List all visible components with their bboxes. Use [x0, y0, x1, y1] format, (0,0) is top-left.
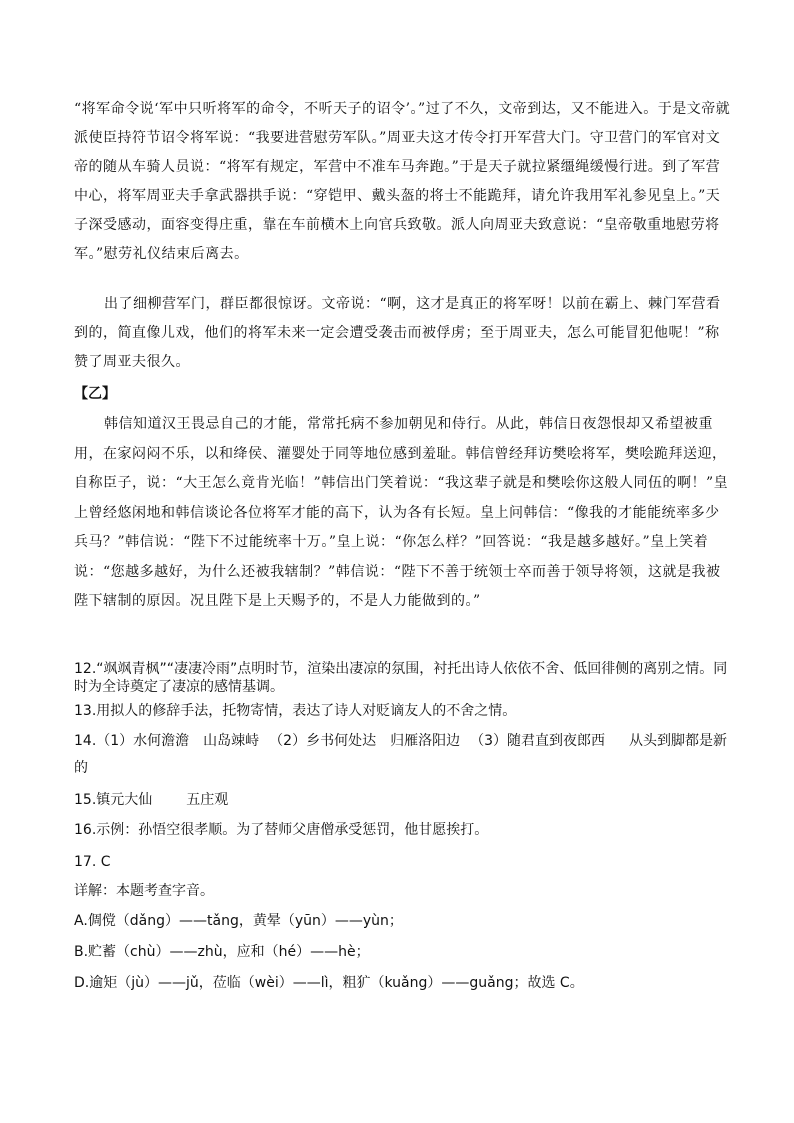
answer-17-detail: 详解：本题考查字音。 [74, 883, 214, 899]
passage-jia-paragraph-2: 出了细柳营军门，群臣都很惊讶。文帝说：“啊，这才是真正的将军呀！以前在霸上、棘门军营看到的，简直像儿戏，他们的将军未来一定会遭受袭击而被俘虏；至于周亚夫，怎么可能冒犯他呢！”称赞了周亚夫很久。 [74, 296, 721, 370]
answer-15-part-b: 五庄观 [186, 792, 229, 808]
answer-14-part-a: 14.（1）水何澹澹 [74, 733, 190, 749]
answer-14 [74, 728, 734, 782]
answer-14-part-f: 从头到脚都是新的 [74, 733, 728, 776]
answer-17: 17. C [74, 854, 111, 870]
answer-14-part-e: （3）随君直到夜郎西 [470, 733, 606, 749]
answer-12: 12.“飒飒青枫”“凄凄冷雨”点明时节，渲染出凄凉的氛围，衬托出诗人依依不舍、低回徘侧的离别之情。同时为全诗奠定了凄凉的感情基调。 [74, 661, 728, 695]
answer-17-option-b: B.贮蓄（chù）——zhù，应和（hé）——hè； [74, 944, 370, 960]
answer-16: 16.示例：孙悟空很孝顺。为了替师父唐僧承受惩罚，他甘愿挨打。 [74, 822, 489, 838]
passage-yi-paragraph: 韩信知道汉王畏忌自己的才能，常常托病不参加朝见和侍行。从此，韩信日夜怨恨却又希望被重用，在家闷闷不乐，以和绛侯、灌婴处于同等地位感到羞耻。韩信曾经拜访樊哙将军，樊哙跪拜送迎，自称臣子，说：“大王怎么竟肯光临！”韩信出门笑着说：“我这辈子就是和樊哙你这般人同伍的啊！”皇上曾经悠闲地和韩信谈论各位将军才能的高下，认为各有长短。皇上问韩信：“像我的才能能统率多少兵马？”韩信说：“陛下不过能统率十万。”皇上说：“你怎么样？”回答说：“我是越多越好。”皇上笑着说：“您越多越好，为什么还被我辖制？”韩信说：“陛下不善于统领士卒而善于领导将领，这就是我被陛下辖制的原因。况且陛下是上天赐予的，不是人力能做到的。” [74, 416, 729, 609]
answer-13: 13.用拟人的修辞手法，托物寄情，表达了诗人对贬谪友人的不舍之情。 [74, 703, 517, 719]
answer-14-part-b: 山岛竦峙 [203, 733, 260, 749]
answer-14-part-c: （2）乡书何处达 [269, 733, 377, 749]
answer-15 [74, 790, 734, 810]
answer-17-option-a: A.倜傥（dǎng）——tǎng，黄晕（yūn）——yùn； [74, 913, 403, 929]
answer-14-part-d: 归雁洛阳边 [390, 733, 461, 749]
answer-17-option-d: D.逾矩（jù）——jǔ，莅临（wèi）——lì，粗犷（kuǎng）——guǎng；故选 C。 [74, 975, 584, 991]
section-yi-label: 【乙】 [74, 386, 116, 402]
answer-15-part-a: 15.镇元大仙 [74, 792, 153, 808]
passage-jia-paragraph-1: “将军命令说‘军中只听将军的命令，不听天子的诏令’。”过了不久，文帝到达，又不能进入。于是文帝就派使臣持符节诏令将军说：“我要进营慰劳军队。”周亚夫这才传令打开军营大门。守卫营门的军官对文帝的随从车骑人员说：“将军有规定，军营中不准车马奔跑。”于是天子就拉紧缰绳缓慢行进。到了军营中心，将军周亚夫手拿武器拱手说：“穿铠甲、戴头盔的将士不能跪拜，请允许我用军礼参见皇上。”天子深受感动，面容变得庄重，靠在车前横木上向官兵致敬。派人向周亚夫致意说：“皇帝敬重地慰劳将军。”慰劳礼仪结束后离去。 [74, 101, 731, 262]
